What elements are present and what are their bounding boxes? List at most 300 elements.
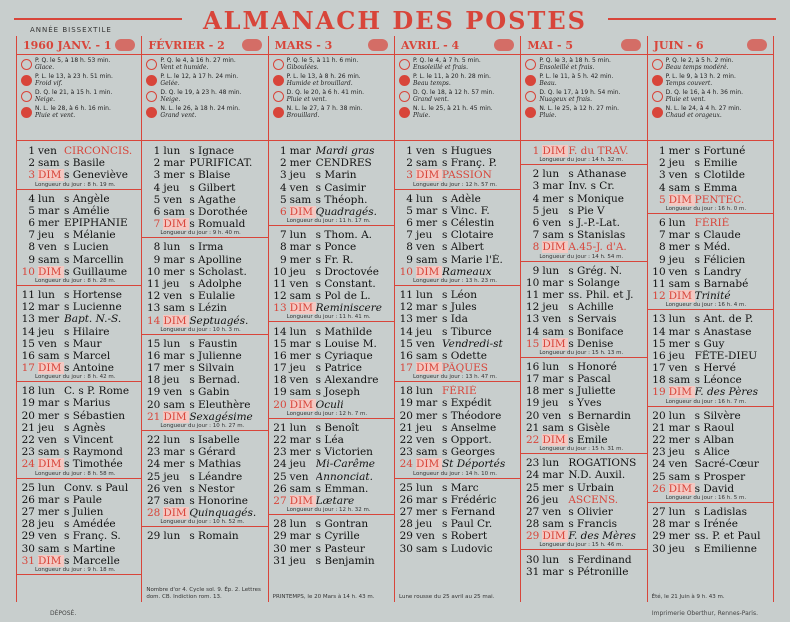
day-saint: s David bbox=[694, 482, 735, 495]
day-number: 1 bbox=[28, 145, 35, 158]
day-saint: s Silvain bbox=[189, 362, 235, 375]
day-weekday: sam bbox=[415, 349, 438, 362]
day-saint: Quinquagés. bbox=[189, 507, 257, 520]
day-number: 2 bbox=[532, 168, 540, 181]
day-weekday: jeu bbox=[163, 181, 180, 194]
day-weekday: mar bbox=[415, 301, 438, 314]
day-weekday: ven bbox=[415, 145, 435, 158]
day-saint: F. des Mères bbox=[568, 530, 636, 543]
day-weekday: DIM bbox=[290, 399, 316, 411]
day-length: Longueur du jour : 13 h. 23 m. bbox=[395, 278, 520, 286]
day-weekday: jeu bbox=[415, 325, 433, 338]
moon-phase bbox=[146, 105, 263, 119]
day-row bbox=[395, 241, 520, 253]
day-saint: Septuagés. bbox=[189, 314, 249, 327]
day-number: 24 bbox=[652, 458, 666, 471]
day-saint: N.D. Auxil. bbox=[568, 469, 626, 482]
day-saint: s Honorine bbox=[189, 494, 248, 507]
day-row bbox=[395, 169, 520, 181]
day-weekday: mar bbox=[38, 493, 60, 506]
day-number: 18 bbox=[399, 385, 413, 398]
day-weekday: jeu bbox=[38, 421, 55, 434]
day-row bbox=[269, 206, 394, 218]
moon-phase-text bbox=[413, 89, 494, 103]
day-row bbox=[269, 325, 394, 337]
day-row bbox=[521, 434, 646, 446]
day-number: 17 bbox=[652, 362, 666, 375]
moon-phase-time: D. Q. le 21, à 15 h. 1 min. bbox=[35, 89, 113, 96]
day-number: 6 bbox=[153, 206, 161, 219]
day-saint: s Georges bbox=[441, 446, 495, 459]
day-row bbox=[521, 482, 646, 494]
day-number: 30 bbox=[399, 542, 413, 555]
new-moon-icon bbox=[273, 107, 284, 118]
day-weekday: lun bbox=[38, 288, 55, 301]
footer bbox=[0, 604, 790, 622]
day-row bbox=[521, 422, 646, 434]
day-saint: Sexagésime bbox=[189, 410, 253, 423]
day-saint: s Sébastien bbox=[64, 409, 126, 422]
day-saint: Mardi gras bbox=[315, 145, 375, 158]
month-title bbox=[395, 36, 520, 55]
day-weekday: jeu bbox=[38, 229, 55, 242]
day-saint: s Frédéric bbox=[441, 493, 497, 506]
day-weekday: mar bbox=[668, 421, 690, 434]
day-row bbox=[648, 374, 773, 386]
moon-phase bbox=[525, 73, 642, 87]
day-number: 7 bbox=[153, 218, 161, 231]
day-length: Longueur du jour : 11 h. 41 m. bbox=[269, 314, 394, 322]
day-saint: s Léon bbox=[441, 288, 477, 301]
day-number: 20 bbox=[525, 409, 540, 422]
day-saint: s Raoul bbox=[694, 421, 735, 434]
moon-phase-time: P. L. le 11, à 5 h. 42 min. bbox=[539, 73, 614, 80]
day-row bbox=[142, 507, 267, 519]
day-number: 17 bbox=[525, 373, 540, 386]
day-saint: s Juliette bbox=[568, 385, 616, 398]
day-saint: s Pie V bbox=[568, 204, 605, 217]
day-saint: s Pétronille bbox=[568, 565, 629, 578]
day-weekday: jeu bbox=[668, 446, 685, 459]
day-row bbox=[648, 530, 773, 542]
day-weekday: mar bbox=[415, 493, 438, 506]
day-saint: Vendredi-st bbox=[441, 337, 503, 350]
day-number: 19 bbox=[21, 397, 35, 410]
day-saint: s Amélie bbox=[64, 204, 110, 217]
weather-forecast: Beau temps modéré. bbox=[665, 64, 729, 71]
day-saint: s Constant. bbox=[315, 277, 376, 290]
day-saint: Reminiscere bbox=[315, 302, 382, 315]
day-row bbox=[521, 217, 646, 229]
day-list bbox=[648, 141, 773, 555]
day-weekday: sam bbox=[542, 325, 564, 338]
day-row bbox=[395, 325, 520, 337]
day-row bbox=[648, 194, 773, 206]
first-quarter-icon bbox=[21, 59, 32, 70]
day-weekday: DIM bbox=[416, 266, 442, 278]
day-saint: s Pasteur bbox=[315, 542, 365, 555]
day-number: 30 bbox=[525, 553, 540, 566]
day-weekday: sam bbox=[415, 446, 438, 459]
day-length: Longueur du jour : 9 h. 18 m. bbox=[17, 567, 141, 575]
day-number: 3 bbox=[406, 169, 413, 182]
day-number: 7 bbox=[279, 229, 287, 242]
weather-forecast: Glace. bbox=[35, 64, 55, 71]
day-weekday: ven bbox=[542, 217, 562, 230]
moon-phase-time: P. Q. le 2, à 5 h. 2 min. bbox=[665, 57, 734, 64]
day-weekday: lun bbox=[415, 385, 433, 398]
day-weekday: sam bbox=[163, 206, 185, 219]
month-title-text: FÉVRIER - 2 bbox=[148, 38, 225, 52]
month-note: Été, le 21 Juin à 9 h. 43 m. bbox=[651, 593, 725, 600]
day-row bbox=[142, 399, 267, 411]
day-row bbox=[17, 530, 141, 542]
day-number: 23 bbox=[399, 446, 413, 459]
moon-phase-time: N. L. le 28, à 6 h. 16 min. bbox=[35, 105, 111, 112]
day-saint: s Bernardin bbox=[568, 409, 631, 422]
day-number: 10 bbox=[146, 265, 161, 278]
day-saint: EPIPHANIE bbox=[64, 217, 128, 230]
day-weekday: mar bbox=[542, 276, 564, 289]
zodiac-icon bbox=[494, 39, 514, 51]
day-row bbox=[17, 301, 141, 313]
day-row bbox=[142, 182, 267, 194]
day-row bbox=[395, 205, 520, 217]
day-saint: s Marie l'É. bbox=[441, 253, 503, 266]
moon-phase-text bbox=[666, 57, 734, 71]
day-saint: s Hugues bbox=[441, 145, 492, 158]
day-saint: s Alban bbox=[694, 434, 735, 447]
moon-phase bbox=[652, 89, 769, 103]
day-saint: CIRCONCIS. bbox=[64, 145, 133, 158]
day-weekday: mer bbox=[163, 458, 185, 471]
day-weekday: sam bbox=[542, 518, 564, 531]
first-quarter-icon bbox=[652, 59, 663, 70]
month-title bbox=[17, 36, 141, 55]
day-row bbox=[395, 530, 520, 542]
day-row bbox=[17, 494, 141, 506]
day-number: 12 bbox=[273, 290, 287, 303]
day-saint: s Adolphe bbox=[189, 277, 242, 290]
day-number: 18 bbox=[525, 385, 540, 398]
day-number: 8 bbox=[28, 241, 35, 254]
new-moon-icon bbox=[525, 107, 536, 118]
day-weekday: lun bbox=[542, 264, 560, 277]
day-row bbox=[648, 434, 773, 446]
day-saint: s Opport. bbox=[441, 434, 492, 447]
day-number: 7 bbox=[406, 229, 413, 242]
day-number: 5 bbox=[532, 204, 540, 217]
day-weekday: sam bbox=[415, 157, 438, 170]
day-number: 8 bbox=[658, 241, 666, 254]
moon-phase-text bbox=[287, 73, 361, 87]
day-number: 23 bbox=[525, 457, 540, 470]
day-row bbox=[269, 350, 394, 362]
day-number: 26 bbox=[399, 493, 413, 506]
day-row bbox=[269, 386, 394, 398]
month-title-text: 1960 JANV. - 1 bbox=[23, 38, 112, 52]
day-number: 25 bbox=[21, 481, 35, 494]
day-number: 29 bbox=[399, 530, 413, 543]
day-weekday: DIM bbox=[38, 555, 64, 567]
day-number: 16 bbox=[273, 349, 287, 362]
last-quarter-icon bbox=[652, 91, 663, 102]
calendar-grid bbox=[16, 36, 774, 602]
day-saint: s Léandre bbox=[189, 470, 243, 483]
zodiac-icon bbox=[621, 39, 641, 51]
day-saint: s Agathe bbox=[189, 193, 236, 206]
day-row bbox=[269, 278, 394, 290]
day-list bbox=[142, 141, 267, 542]
day-weekday: mer bbox=[668, 434, 690, 447]
day-weekday: lun bbox=[415, 192, 433, 205]
day-number: 12 bbox=[146, 290, 161, 303]
moon-phase bbox=[273, 105, 390, 119]
day-saint: s Gérard bbox=[189, 446, 236, 459]
day-weekday: ven bbox=[38, 434, 57, 447]
day-row bbox=[521, 229, 646, 241]
day-weekday: mer bbox=[415, 217, 438, 230]
day-saint: s Paule bbox=[64, 493, 102, 506]
day-weekday: mar bbox=[163, 349, 185, 362]
day-number: 21 bbox=[652, 421, 666, 434]
moon-phase-time: D. Q. le 17, à 19 h. 54 min. bbox=[539, 89, 621, 96]
day-saint: C. s P. Rome bbox=[64, 385, 130, 398]
day-number: 16 bbox=[21, 349, 35, 362]
day-number: 21 bbox=[525, 421, 540, 434]
day-saint: s Benoît bbox=[315, 421, 359, 434]
day-weekday: lun bbox=[542, 168, 560, 181]
day-number: 22 bbox=[273, 434, 287, 447]
day-weekday: lun bbox=[163, 337, 181, 350]
day-saint: s Célestin bbox=[441, 217, 495, 230]
day-number: 15 bbox=[273, 337, 287, 350]
day-saint: A.45-J. d'A. bbox=[568, 241, 627, 254]
day-row bbox=[521, 313, 646, 325]
day-saint: s Urbain bbox=[568, 481, 615, 494]
day-number: 21 bbox=[273, 421, 287, 434]
day-saint: s Franç. S. bbox=[64, 530, 121, 543]
day-weekday: lun bbox=[163, 241, 181, 254]
day-row bbox=[17, 542, 141, 554]
day-row bbox=[395, 289, 520, 301]
day-saint: s Emma bbox=[694, 181, 738, 194]
day-number: 30 bbox=[273, 542, 287, 555]
moon-phase bbox=[399, 73, 516, 87]
day-saint: FÉRIÉ bbox=[694, 217, 730, 230]
weather-forecast: Pluie et vent. bbox=[665, 96, 706, 103]
day-row bbox=[269, 229, 394, 241]
month-title bbox=[521, 36, 646, 55]
moon-phase-time: D. Q. le 19, à 23 h. 48 min. bbox=[160, 89, 242, 96]
day-weekday: lun bbox=[668, 409, 686, 422]
day-length: Longueur du jour : 8 h. 58 m. bbox=[17, 471, 141, 479]
month-title bbox=[269, 36, 394, 55]
day-saint: s Irénée bbox=[694, 518, 738, 531]
month-title-text: MARS - 3 bbox=[274, 38, 333, 52]
day-weekday: mar bbox=[289, 337, 311, 350]
day-number: 8 bbox=[406, 241, 413, 254]
day-number: 5 bbox=[153, 193, 161, 206]
day-row bbox=[17, 205, 141, 217]
day-weekday: ven bbox=[668, 362, 688, 375]
footer-printer: Imprimerie Oberthur, Rennes-Paris. bbox=[651, 610, 758, 617]
moon-phase-text bbox=[666, 89, 743, 103]
day-number: 11 bbox=[525, 288, 540, 301]
day-row bbox=[648, 229, 773, 241]
day-number: 14 bbox=[146, 314, 161, 327]
weather-forecast: Grand vent. bbox=[160, 112, 197, 119]
day-row bbox=[395, 313, 520, 325]
weather-forecast: Beau. bbox=[539, 80, 557, 87]
day-saint: s Mathias bbox=[189, 458, 242, 471]
day-row bbox=[395, 157, 520, 169]
day-weekday: DIM bbox=[669, 194, 695, 206]
day-row bbox=[17, 145, 141, 157]
day-weekday: mer bbox=[38, 217, 60, 230]
header bbox=[0, 0, 790, 38]
day-row bbox=[648, 313, 773, 325]
day-length: Longueur du jour : 12 h. 32 m. bbox=[269, 507, 394, 515]
day-weekday: sam bbox=[163, 302, 185, 315]
day-number: 20 bbox=[146, 398, 161, 411]
day-number: 19 bbox=[399, 397, 413, 410]
day-row bbox=[142, 302, 267, 314]
first-quarter-icon bbox=[146, 59, 157, 70]
day-row bbox=[648, 169, 773, 181]
day-weekday: DIM bbox=[163, 315, 189, 327]
day-saint: Bapt. N.-S. bbox=[64, 313, 122, 326]
day-weekday: mar bbox=[668, 325, 690, 338]
day-saint: s Marin bbox=[315, 169, 357, 182]
weather-forecast: Pluie. bbox=[539, 112, 557, 119]
day-row bbox=[648, 350, 773, 362]
day-row bbox=[142, 530, 267, 542]
moon-phase bbox=[273, 73, 390, 87]
day-weekday: sam bbox=[38, 349, 60, 362]
day-row bbox=[17, 266, 141, 278]
day-saint: s Julienne bbox=[189, 349, 242, 362]
day-saint: s Claude bbox=[694, 229, 741, 242]
day-weekday: lun bbox=[289, 325, 307, 338]
day-saint: Oculi bbox=[315, 398, 344, 411]
day-weekday: lun bbox=[668, 505, 686, 518]
day-weekday: jeu bbox=[38, 325, 55, 338]
day-saint: s Vinc. F. bbox=[441, 204, 490, 217]
moon-phase-time: N. L. le 25, à 21 h. 45 min. bbox=[412, 105, 493, 112]
day-row bbox=[648, 182, 773, 194]
day-row bbox=[395, 266, 520, 278]
day-saint: s Adèle bbox=[441, 192, 481, 205]
moon-phase-time: P. Q. le 5, à 18 h. 53 min. bbox=[35, 57, 111, 64]
day-row bbox=[521, 145, 646, 157]
day-row bbox=[269, 290, 394, 302]
day-weekday: ven bbox=[668, 169, 688, 182]
day-number: 4 bbox=[406, 192, 413, 205]
day-number: 10 bbox=[399, 265, 413, 278]
day-row bbox=[395, 458, 520, 470]
day-number: 27 bbox=[652, 505, 666, 518]
full-moon-icon bbox=[399, 75, 410, 86]
day-saint: s Raymond bbox=[64, 446, 123, 459]
day-saint: F. des Pères bbox=[694, 386, 759, 399]
day-saint: FÉRIÉ bbox=[441, 385, 477, 398]
day-row bbox=[142, 338, 267, 350]
day-weekday: mer bbox=[542, 481, 564, 494]
day-length: Longueur du jour : 14 h. 54 m. bbox=[521, 254, 646, 262]
day-weekday: mar bbox=[415, 204, 438, 217]
day-number: 10 bbox=[525, 276, 540, 289]
day-number: 22 bbox=[652, 434, 666, 447]
day-length: Longueur du jour : 15 h. 31 m. bbox=[521, 446, 646, 454]
day-number: 6 bbox=[28, 217, 35, 230]
day-number: 27 bbox=[273, 494, 287, 507]
day-row bbox=[648, 241, 773, 253]
day-weekday: mer bbox=[38, 505, 60, 518]
day-saint: s Ignace bbox=[189, 145, 235, 158]
day-list bbox=[269, 141, 394, 567]
day-number: 1 bbox=[153, 145, 161, 158]
day-number: 27 bbox=[146, 494, 161, 507]
day-weekday: sam bbox=[668, 277, 691, 290]
day-row bbox=[142, 169, 267, 181]
day-weekday: mer bbox=[415, 313, 438, 326]
day-number: 28 bbox=[399, 518, 413, 531]
day-saint: s Lézin bbox=[189, 302, 227, 315]
weather-forecast: Neige. bbox=[35, 96, 56, 103]
day-number: 29 bbox=[21, 530, 35, 543]
moon-phase-time: D. Q. le 18, à 12 h. 57 min. bbox=[412, 89, 495, 96]
day-row bbox=[17, 410, 141, 422]
moon-phase-time: P. Q. le 5, à 11 h. 6 min. bbox=[286, 57, 359, 64]
day-weekday: lun bbox=[289, 229, 307, 242]
day-weekday: lun bbox=[415, 288, 433, 301]
weather-forecast: Gelée. bbox=[160, 80, 180, 87]
day-saint: s Alice bbox=[694, 446, 730, 459]
day-saint: s Théoph. bbox=[315, 193, 368, 206]
day-row bbox=[17, 229, 141, 241]
day-saint: s Prosper bbox=[694, 470, 746, 483]
day-saint: s Geneviève bbox=[64, 169, 128, 182]
day-number: 11 bbox=[652, 277, 666, 290]
day-row bbox=[521, 469, 646, 481]
day-row bbox=[142, 362, 267, 374]
day-row bbox=[395, 542, 520, 554]
day-saint: s Marcellin bbox=[64, 253, 124, 266]
day-row bbox=[648, 410, 773, 422]
day-saint: s Gabin bbox=[189, 386, 230, 399]
day-saint: s Gontran bbox=[315, 518, 369, 531]
moon-phase-text bbox=[413, 73, 491, 87]
weather-forecast: Froid vif. bbox=[35, 80, 63, 87]
day-weekday: jeu bbox=[415, 518, 433, 531]
day-weekday: DIM bbox=[542, 145, 568, 157]
month-title bbox=[648, 36, 773, 55]
day-saint: s Clotilde bbox=[694, 169, 745, 182]
day-weekday: jeu bbox=[163, 470, 180, 483]
day-number: 8 bbox=[279, 241, 287, 254]
day-weekday: mar bbox=[668, 229, 690, 242]
day-number: 5 bbox=[658, 193, 666, 206]
day-number: 20 bbox=[273, 398, 287, 411]
day-weekday: lun bbox=[38, 385, 55, 398]
day-weekday: jeu bbox=[542, 204, 559, 217]
month-title bbox=[142, 36, 267, 55]
day-weekday: DIM bbox=[542, 241, 568, 253]
day-weekday: sam bbox=[38, 542, 60, 555]
day-weekday: sam bbox=[163, 494, 185, 507]
moon-phase-text bbox=[160, 105, 240, 119]
